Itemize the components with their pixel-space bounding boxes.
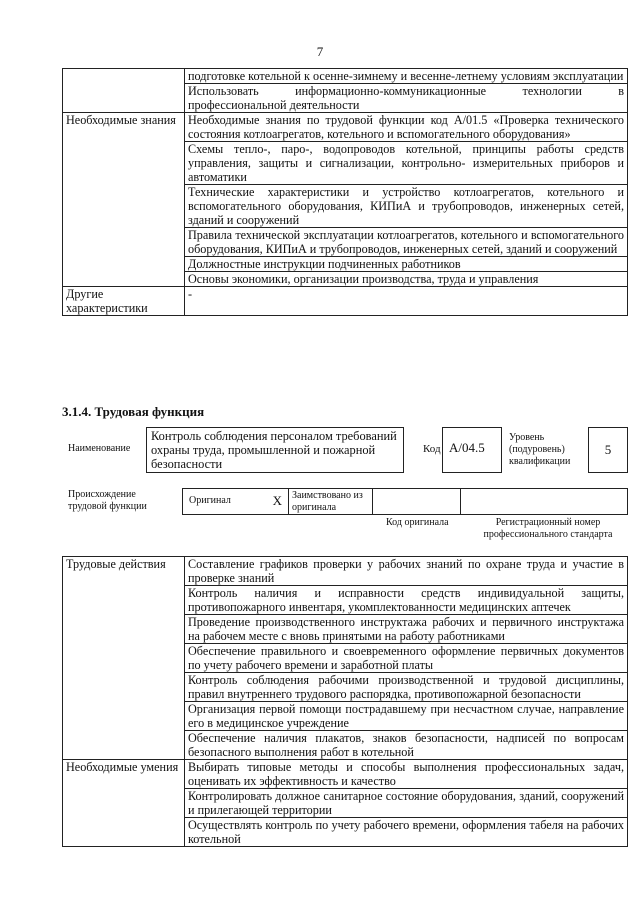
row-item: Основы экономики, организации производства, труда и управления — [185, 272, 628, 287]
row-item: Контроль соблюдения рабочими производственной и трудовой дисциплины, правил внутреннего трудового распорядка, противопожарной безопасности — [185, 673, 628, 702]
row-item: Контроль наличия и исправности средств индивидуальной защиты, противопожарного инвентаря, укомплектованности медицинских аптечек — [185, 586, 628, 615]
row-item: Организация первой помощи пострадавшему при несчастном случае, направление его в медицинское учреждение — [185, 702, 628, 731]
row-label: Необходимые умения — [63, 760, 185, 847]
row-item: Технические характеристики и устройство котлоагрегатов, котельного и вспомогательного оборудования, КИПиА и трубопроводов, инженерных сетей, зданий и сооружений — [185, 185, 628, 228]
reg-number-cell — [460, 488, 628, 515]
row-item: Правила технической эксплуатации котлоагрегатов, котельного и вспомогательного оборудования, КИПиА и трубопроводов, инженерных сетей, зданий и сооружений — [185, 228, 628, 257]
section-heading: 3.1.4. Трудовая функция — [62, 404, 205, 419]
row-item: Использовать информационно-коммуникационные технологии в профессиональной деятельности — [185, 84, 628, 113]
row-item: подготовке котельной к осенне-зимнему и весенне-летнему условиям эксплуатации — [185, 69, 628, 84]
row-item: Схемы тепло-, паро-, водопроводов котельной, принципы работы средств управления, защиты и сигнализации, контрольно- измерительных приборов и автоматики — [185, 142, 628, 185]
table-row — [63, 69, 628, 84]
code-box — [442, 427, 502, 473]
level-label: Уровень (подуровень) квалификации — [509, 432, 571, 467]
table-row — [63, 760, 628, 789]
table-row — [63, 113, 628, 142]
row-item: Осуществлять контроль по учету рабочего времени, оформления табеля на рабочих котельной — [185, 818, 628, 847]
name-value: Контроль соблюдения персоналом требований охраны труда, промышленной и пожарной безопасности — [151, 429, 397, 471]
origin-row — [182, 488, 628, 515]
reg-number-label: Регистрационный номер профессионального стандарта — [483, 517, 613, 540]
original-cell — [182, 488, 288, 515]
code-label: Код — [423, 443, 441, 455]
row-label — [63, 69, 185, 113]
page-number: 7 — [316, 44, 324, 59]
row-item: Контролировать должное санитарное состояние оборудования, зданий, сооружений и прилегающей территории — [185, 789, 628, 818]
origin-label: Происхождение трудовой функции — [68, 489, 147, 512]
row-item: Должностные инструкции подчиненных работников — [185, 257, 628, 272]
borrowed-label: Заимствовано из оригинала — [292, 490, 363, 513]
name-box — [146, 427, 404, 473]
row-item: Необходимые знания по трудовой функции код А/01.5 «Проверка технического состояния котлоагрегатов, котельного и вспомогательного оборудования» — [185, 113, 628, 142]
row-item: Обеспечение правильного и своевременного оформление первичных документов по учету рабочего времени и заработной платы — [185, 644, 628, 673]
table-row — [63, 557, 628, 586]
table-continued-skills — [62, 68, 628, 316]
table-row — [63, 287, 628, 316]
original-label: Оригинал — [189, 495, 231, 506]
borrowed-cell — [288, 488, 372, 515]
row-label: Другие характеристики — [63, 287, 185, 316]
level-box — [588, 427, 628, 473]
code-value: А/04.5 — [449, 440, 485, 455]
name-label: Наименование — [68, 443, 131, 454]
level-value: 5 — [604, 442, 612, 457]
table-labor-actions — [62, 556, 628, 847]
code-original-cell — [372, 488, 460, 515]
row-item: Обеспечение наличия плакатов, знаков безопасности, надписей по вопросам безопасного выполнения работ в котельной — [185, 731, 628, 760]
row-label: Необходимые знания — [63, 113, 185, 287]
row-label: Трудовые действия — [63, 557, 185, 760]
code-original-label: Код оригинала — [386, 517, 449, 528]
row-item: - — [185, 287, 628, 316]
row-item: Проведение производственного инструктажа рабочих и первичного инструктажа на рабочем месте с вновь принятыми на работу работниками — [185, 615, 628, 644]
original-mark: X — [272, 493, 282, 508]
row-item: Составление графиков проверки у рабочих знаний по охране труда и участие в проверке знаний — [185, 557, 628, 586]
row-item: Выбирать типовые методы и способы выполнения профессиональных задач, оценивать их эффективность и качество — [185, 760, 628, 789]
